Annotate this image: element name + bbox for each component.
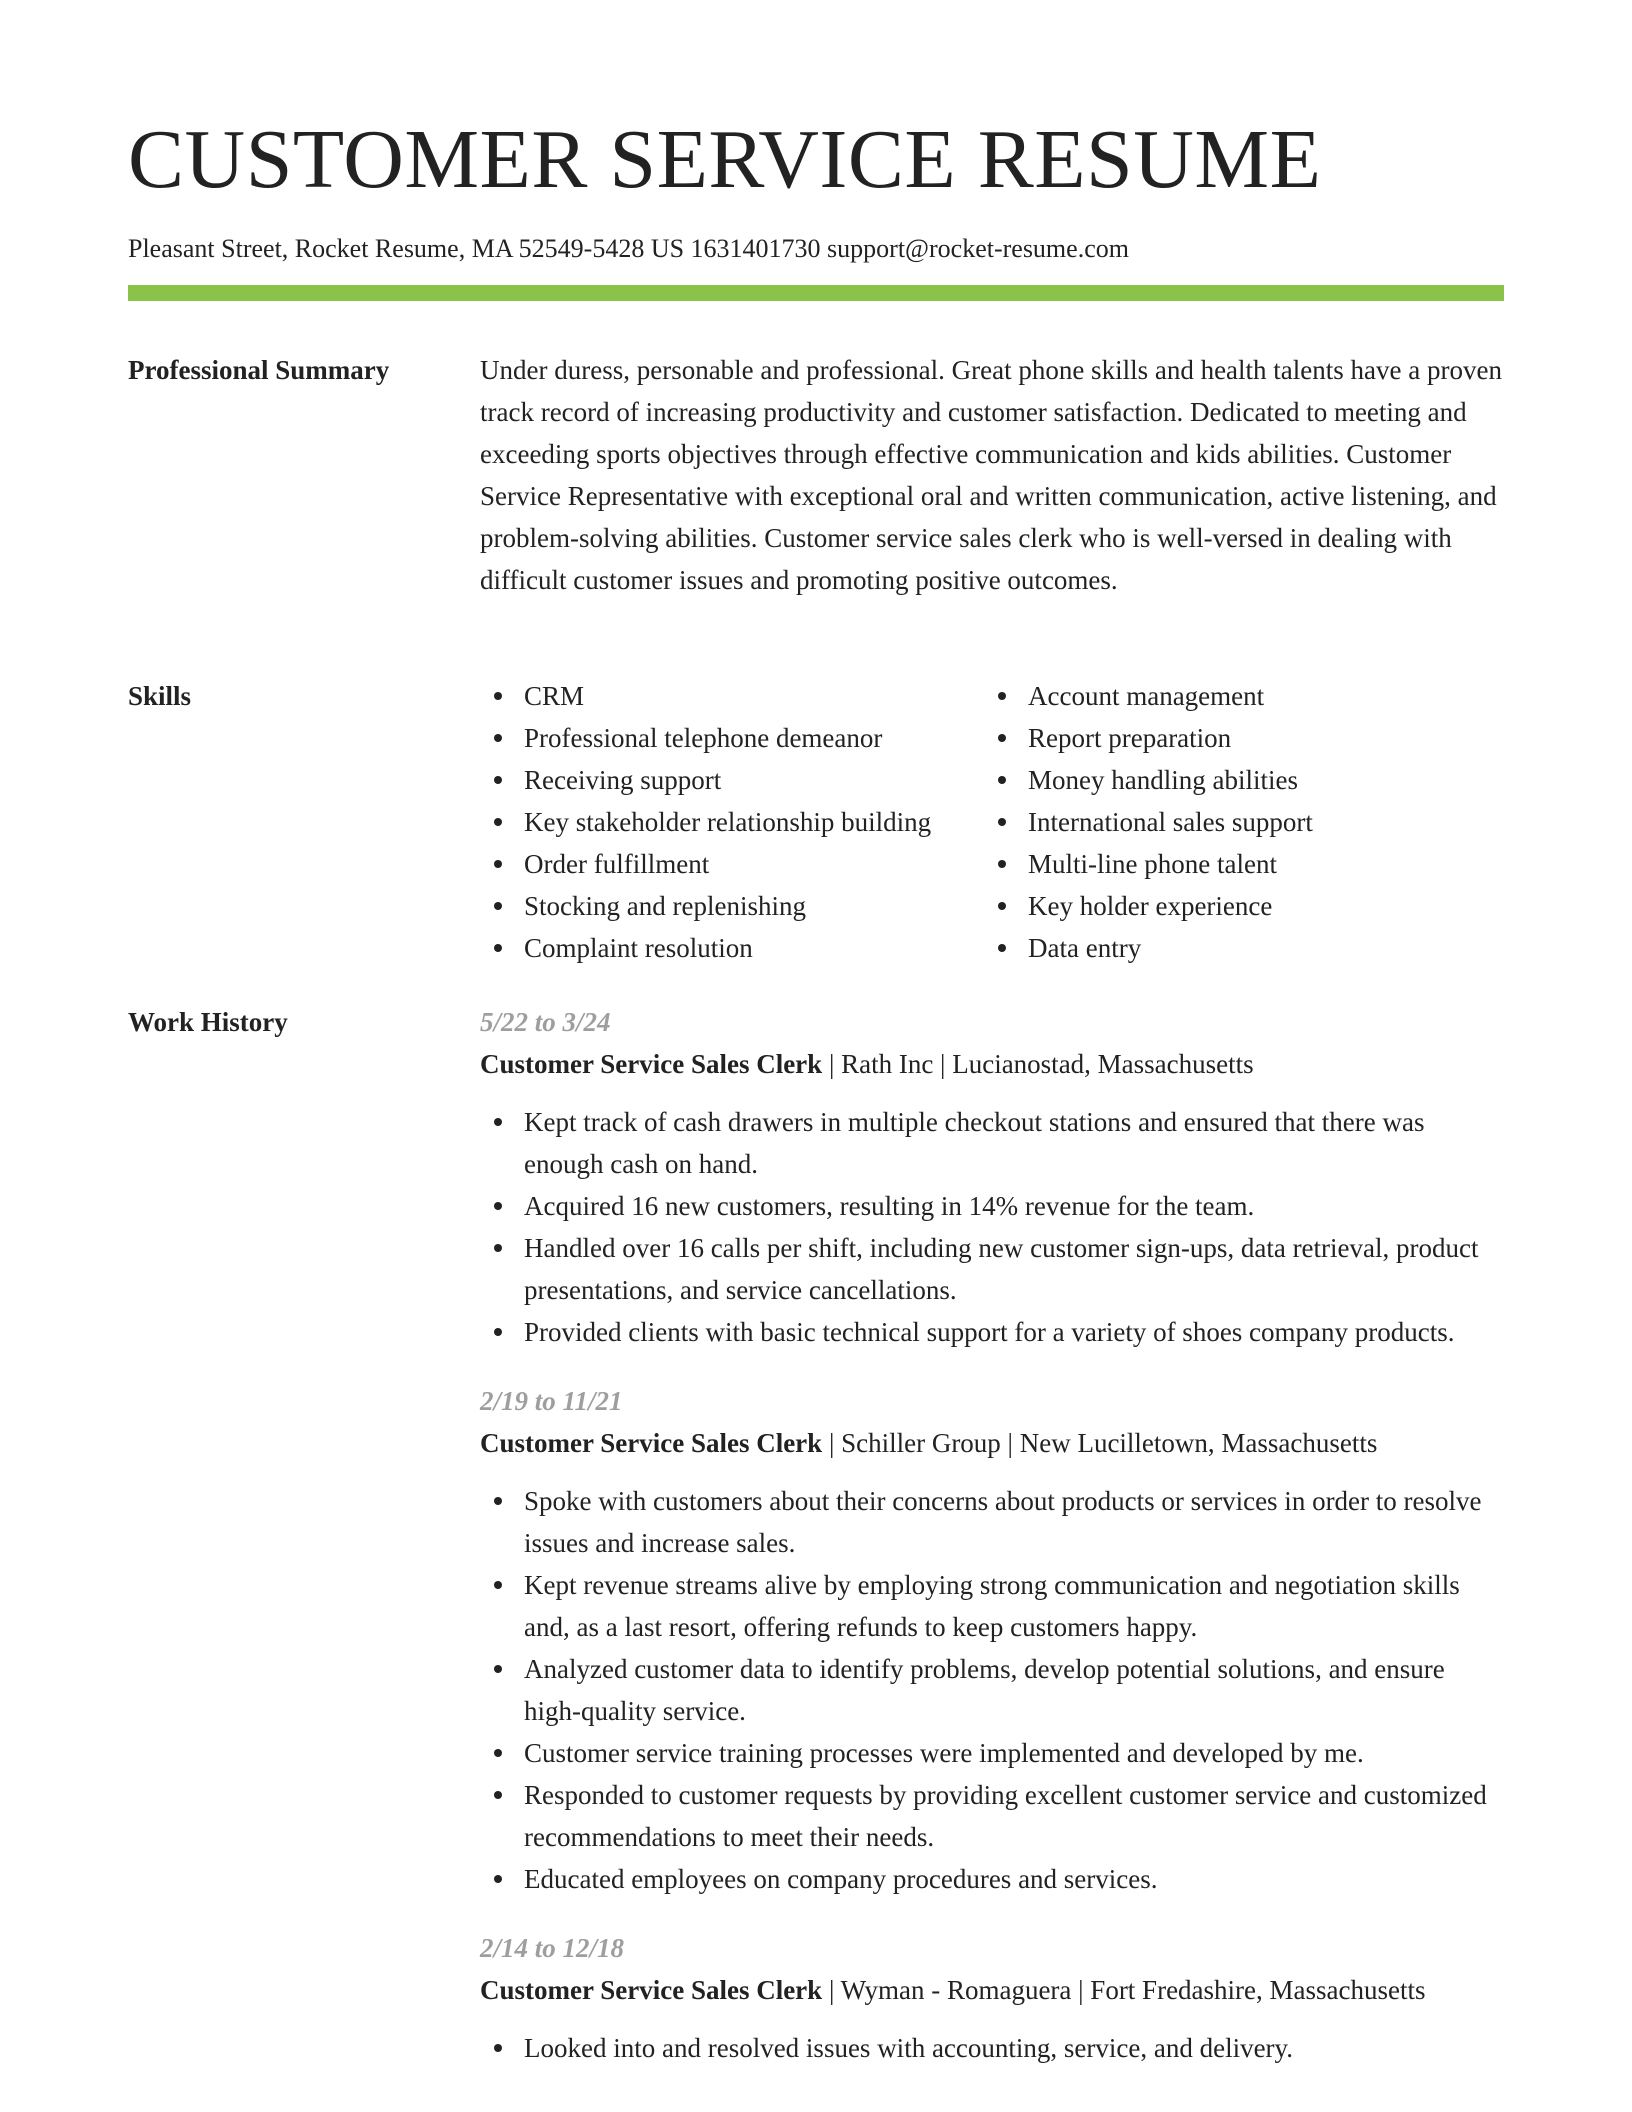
skill-item: Money handling abilities [984, 759, 1488, 801]
job-title: Customer Service Sales Clerk [480, 1049, 823, 1079]
job-employer-location: | Wyman - Romaguera | Fort Fredashire, Massachusetts [822, 1975, 1426, 2005]
resume-title: CUSTOMER SERVICE RESUME [128, 113, 1322, 206]
skill-item: Key holder experience [984, 885, 1488, 927]
skill-item: Report preparation [984, 717, 1488, 759]
job-bullet: Looked into and resolved issues with accounting, service, and delivery. [480, 2027, 1504, 2069]
job-heading [480, 1043, 1504, 1085]
job-heading [480, 1969, 1504, 2011]
job-bullet: Spoke with customers about their concerns about products or services in order to resolve issues and increase sales. [480, 1480, 1504, 1564]
skills-list-left [480, 675, 984, 969]
job-title: Customer Service Sales Clerk [480, 1975, 823, 2005]
skill-item: Data entry [984, 927, 1488, 969]
contact-line: Pleasant Street, Rocket Resume, MA 52549-5428 US 1631401730 support@rocket-resume.com [128, 234, 1129, 263]
section-label-summary: Professional Summary [128, 355, 390, 385]
job-bullet: Kept revenue streams alive by employing strong communication and negotiation skills and, as a last resort, offering refunds to keep customers happy. [480, 1564, 1504, 1648]
skill-item: International sales support [984, 801, 1488, 843]
job-dates: 5/22 to 3/24 [480, 1007, 611, 1037]
accent-divider [128, 285, 1504, 301]
section-label-skills: Skills [128, 681, 192, 711]
skill-item: Order fulfillment [480, 843, 984, 885]
job-bullets [480, 2027, 1504, 2069]
job-heading [480, 1422, 1504, 1464]
skill-item: Professional telephone demeanor [480, 717, 984, 759]
skill-item: Account management [984, 675, 1488, 717]
job-bullets [480, 1480, 1504, 1900]
job-bullet: Kept track of cash drawers in multiple checkout stations and ensured that there was enough cash on hand. [480, 1101, 1504, 1185]
job-dates: 2/14 to 12/18 [480, 1933, 625, 1963]
skill-item: Receiving support [480, 759, 984, 801]
job-bullets [480, 1101, 1504, 1353]
job-entry [480, 1927, 1504, 2069]
job-bullet: Analyzed customer data to identify problems, develop potential solutions, and ensure high-quality service. [480, 1648, 1504, 1732]
job-bullet: Customer service training processes were implemented and developed by me. [480, 1732, 1504, 1774]
job-bullet: Handled over 16 calls per shift, including new customer sign-ups, data retrieval, product presentations, and service cancellations. [480, 1227, 1504, 1311]
job-bullet: Responded to customer requests by providing excellent customer service and customized recommendations to meet their needs. [480, 1774, 1504, 1858]
skill-item: Stocking and replenishing [480, 885, 984, 927]
job-employer-location: | Rath Inc | Lucianostad, Massachusetts [822, 1049, 1254, 1079]
job-bullet: Provided clients with basic technical support for a variety of shoes company products. [480, 1311, 1504, 1353]
job-employer-location: | Schiller Group | New Lucilletown, Massachusetts [822, 1428, 1378, 1458]
skill-item: Complaint resolution [480, 927, 984, 969]
summary-text: Under duress, personable and professional. Great phone skills and health talents have a proven track record of increasing productivity and customer satisfaction. Dedicated to meeting and exceeding sports objectives through effective communication and kids abilities. Customer Service Representative with exceptional oral and written communication, active listening, and problem-solving abilities. Customer service sales clerk who is well-versed in dealing with difficult customer issues and promoting positive outcomes. [480, 355, 1502, 595]
job-bullet: Acquired 16 new customers, resulting in 14% revenue for the team. [480, 1185, 1504, 1227]
job-bullet: Educated employees on company procedures and services. [480, 1858, 1504, 1900]
job-dates: 2/19 to 11/21 [480, 1386, 623, 1416]
skill-item: CRM [480, 675, 984, 717]
section-label-work-history: Work History [128, 1007, 288, 1037]
skills-list-right [984, 675, 1488, 969]
job-entry [480, 1380, 1504, 1900]
skill-item: Key stakeholder relationship building [480, 801, 984, 843]
skill-item: Multi-line phone talent [984, 843, 1488, 885]
job-entry [480, 1001, 1504, 1353]
job-title: Customer Service Sales Clerk [480, 1428, 823, 1458]
